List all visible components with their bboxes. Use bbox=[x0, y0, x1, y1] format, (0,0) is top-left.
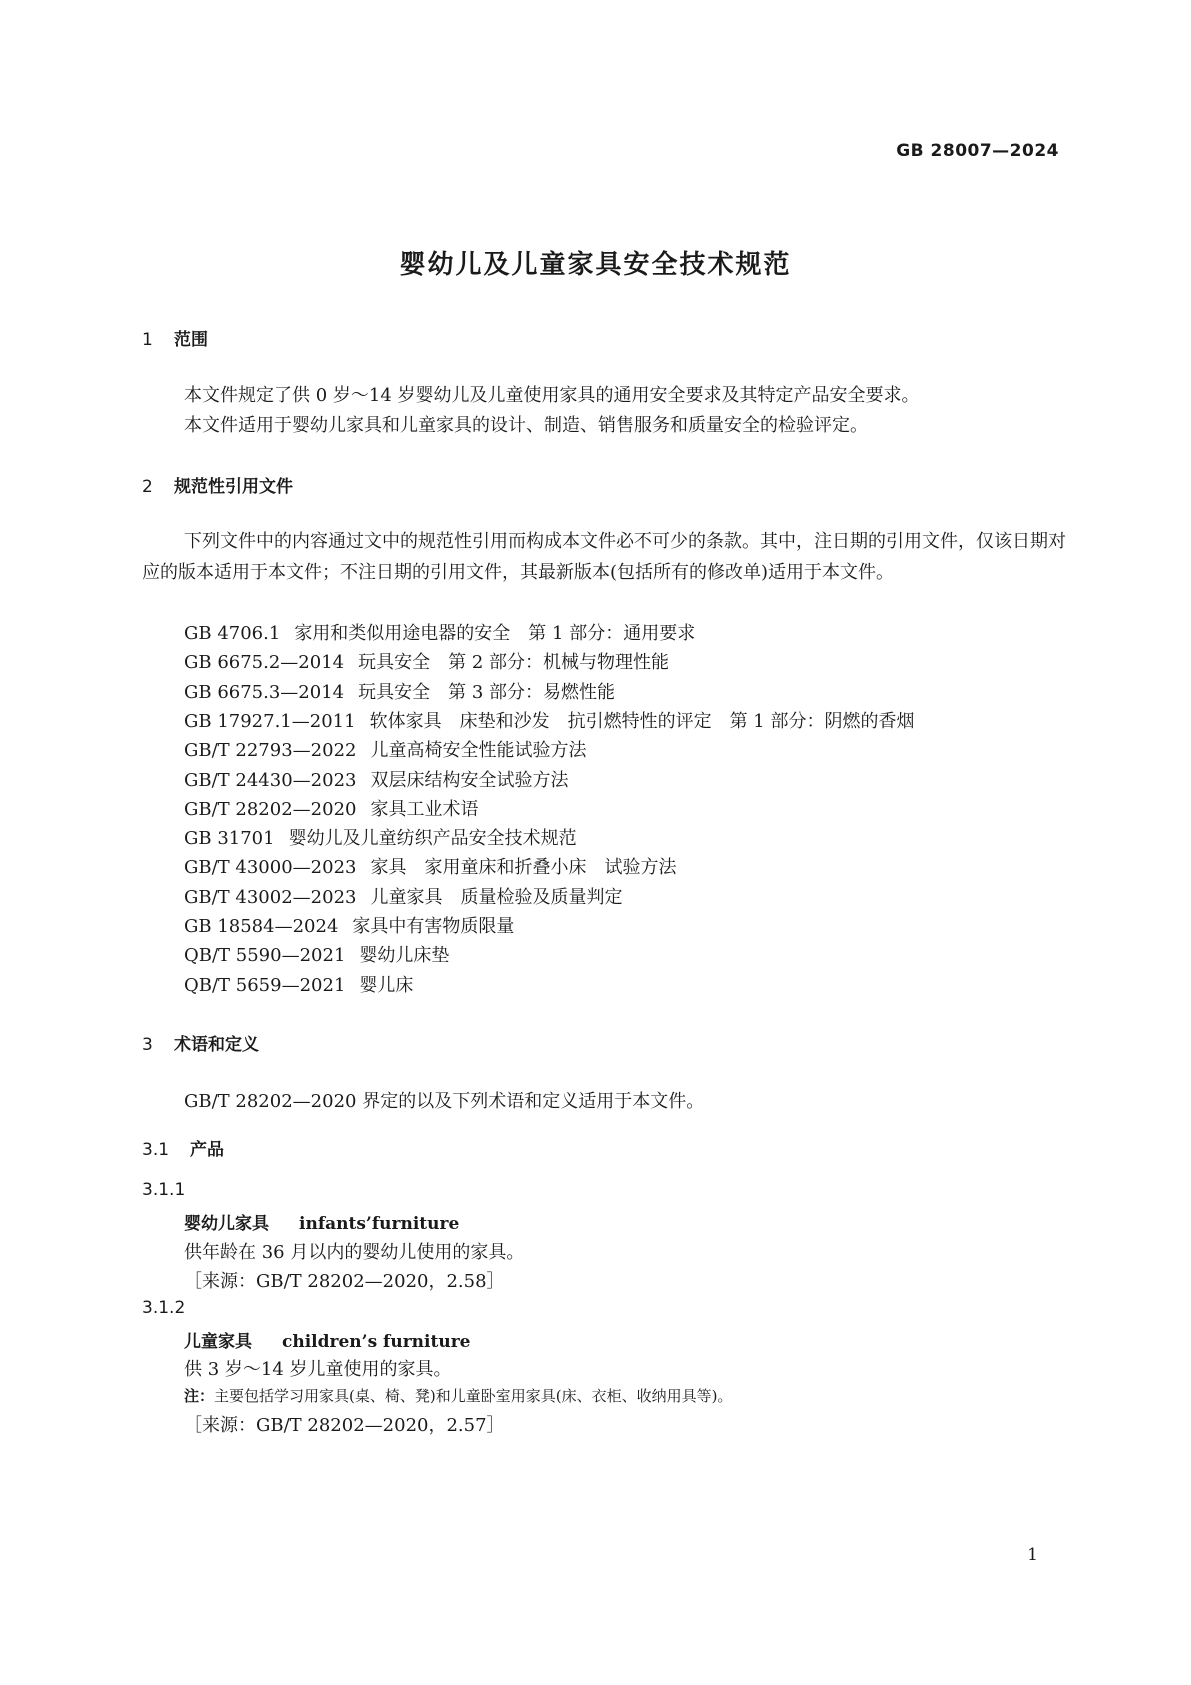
term-source: ［来源：GB/T 28202—2020，2.57］ bbox=[184, 1415, 505, 1436]
subsection-title: 产品 bbox=[190, 1140, 224, 1160]
reference-code: GB 17927.1—2011 bbox=[184, 711, 356, 732]
section-title: 术语和定义 bbox=[174, 1035, 259, 1055]
reference-item bbox=[184, 912, 514, 938]
reference-title: 婴儿床 bbox=[359, 975, 414, 996]
reference-title: 玩具安全 第 3 部分：易燃性能 bbox=[358, 682, 616, 703]
reference-code: GB 31701 bbox=[184, 828, 275, 849]
reference-code: GB 6675.3—2014 bbox=[184, 682, 345, 703]
reference-item bbox=[184, 795, 478, 821]
reference-item bbox=[184, 736, 586, 762]
section-heading-terms bbox=[142, 1030, 259, 1055]
term-note bbox=[184, 1385, 732, 1406]
terms-intro-paragraph: GB/T 28202—2020 界定的以及下列术语和定义适用于本文件。 bbox=[184, 1091, 705, 1112]
note-text: 主要包括学习用家具(桌、椅、凳)和儿童卧室用家具(床、衣柜、收纳用具等)。 bbox=[214, 1387, 733, 1405]
reference-item bbox=[184, 678, 615, 704]
reference-code: GB/T 22793—2022 bbox=[184, 740, 357, 761]
references-intro-paragraph: 下列文件中的内容通过文中的规范性引用而构成本文件必不可少的条款。其中，注日期的引用文件，仅该日期对应的版本适用于本文件；不注日期的引用文件，其最新版本(包括所有的修改单)适用于本文件。 bbox=[142, 531, 1066, 583]
reference-title: 玩具安全 第 2 部分：机械与物理性能 bbox=[358, 652, 670, 673]
reference-code: GB/T 24430—2023 bbox=[184, 770, 357, 791]
section-number: 1 bbox=[142, 330, 153, 350]
term-heading bbox=[184, 1209, 459, 1234]
term-number: 3.1.2 bbox=[142, 1298, 186, 1318]
reference-item bbox=[184, 824, 577, 850]
reference-item bbox=[184, 707, 914, 733]
reference-title: 家具 家用童床和折叠小床 试验方法 bbox=[370, 857, 677, 878]
note-label: 注： bbox=[184, 1387, 215, 1405]
reference-title: 儿童高椅安全性能试验方法 bbox=[370, 740, 587, 761]
reference-code: GB/T 43000—2023 bbox=[184, 857, 357, 878]
document-code: GB 28007—2024 bbox=[896, 141, 1059, 161]
reference-code: QB/T 5659—2021 bbox=[184, 975, 346, 996]
reference-title: 儿童家具 质量检验及质量判定 bbox=[370, 887, 623, 908]
section-heading-normative-references bbox=[142, 472, 293, 497]
reference-code: GB 18584—2024 bbox=[184, 916, 339, 937]
reference-item bbox=[184, 853, 676, 879]
reference-code: GB 6675.2—2014 bbox=[184, 652, 345, 673]
section-title: 范围 bbox=[174, 330, 208, 350]
reference-title: 家用和类似用途电器的安全 第 1 部分：通用要求 bbox=[294, 623, 696, 644]
term-number: 3.1.1 bbox=[142, 1180, 186, 1200]
reference-title: 家具中有害物质限量 bbox=[352, 916, 515, 937]
reference-title: 双层床结构安全试验方法 bbox=[370, 770, 569, 791]
section-title: 规范性引用文件 bbox=[174, 477, 293, 497]
subsection-heading-products bbox=[142, 1135, 224, 1160]
scope-paragraph-1: 本文件规定了供 0 岁～14 岁婴幼儿及儿童使用家具的通用安全要求及其特定产品安全要求。 bbox=[184, 385, 920, 406]
reference-code: GB/T 28202—2020 bbox=[184, 799, 357, 820]
section-number: 2 bbox=[142, 477, 153, 497]
reference-code: GB 4706.1 bbox=[184, 623, 281, 644]
term-chinese: 婴幼儿家具 bbox=[184, 1214, 269, 1234]
section-heading-scope bbox=[142, 325, 208, 350]
reference-item bbox=[184, 883, 622, 909]
term-source: ［来源：GB/T 28202—2020，2.58］ bbox=[184, 1271, 505, 1292]
reference-item bbox=[184, 619, 695, 645]
section-number: 3 bbox=[142, 1035, 153, 1055]
term-definition: 供 3 岁～14 岁儿童使用的家具。 bbox=[184, 1359, 452, 1380]
reference-item bbox=[184, 941, 449, 967]
reference-title: 软体家具 床垫和沙发 抗引燃特性的评定 第 1 部分：阴燃的香烟 bbox=[369, 711, 915, 732]
reference-code: GB/T 43002—2023 bbox=[184, 887, 357, 908]
reference-title: 婴幼儿及儿童纺织产品安全技术规范 bbox=[288, 828, 577, 849]
reference-item bbox=[184, 971, 413, 997]
document-title: 婴幼儿及儿童家具安全技术规范 bbox=[399, 250, 792, 280]
reference-code: QB/T 5590—2021 bbox=[184, 945, 346, 966]
reference-item bbox=[184, 766, 568, 792]
page-number: 1 bbox=[1027, 1545, 1038, 1565]
term-english: children’s furniture bbox=[282, 1332, 471, 1352]
subsection-number: 3.1 bbox=[142, 1140, 170, 1160]
scope-paragraph-2: 本文件适用于婴幼儿家具和儿童家具的设计、制造、销售服务和质量安全的检验评定。 bbox=[184, 415, 868, 436]
term-heading bbox=[184, 1327, 471, 1352]
term-definition: 供年龄在 36 月以内的婴幼儿使用的家具。 bbox=[184, 1242, 525, 1263]
term-chinese: 儿童家具 bbox=[184, 1332, 252, 1352]
term-english: infants’furniture bbox=[299, 1214, 460, 1234]
reference-title: 婴幼儿床垫 bbox=[359, 945, 450, 966]
reference-item bbox=[184, 648, 669, 674]
reference-title: 家具工业术语 bbox=[370, 799, 479, 820]
